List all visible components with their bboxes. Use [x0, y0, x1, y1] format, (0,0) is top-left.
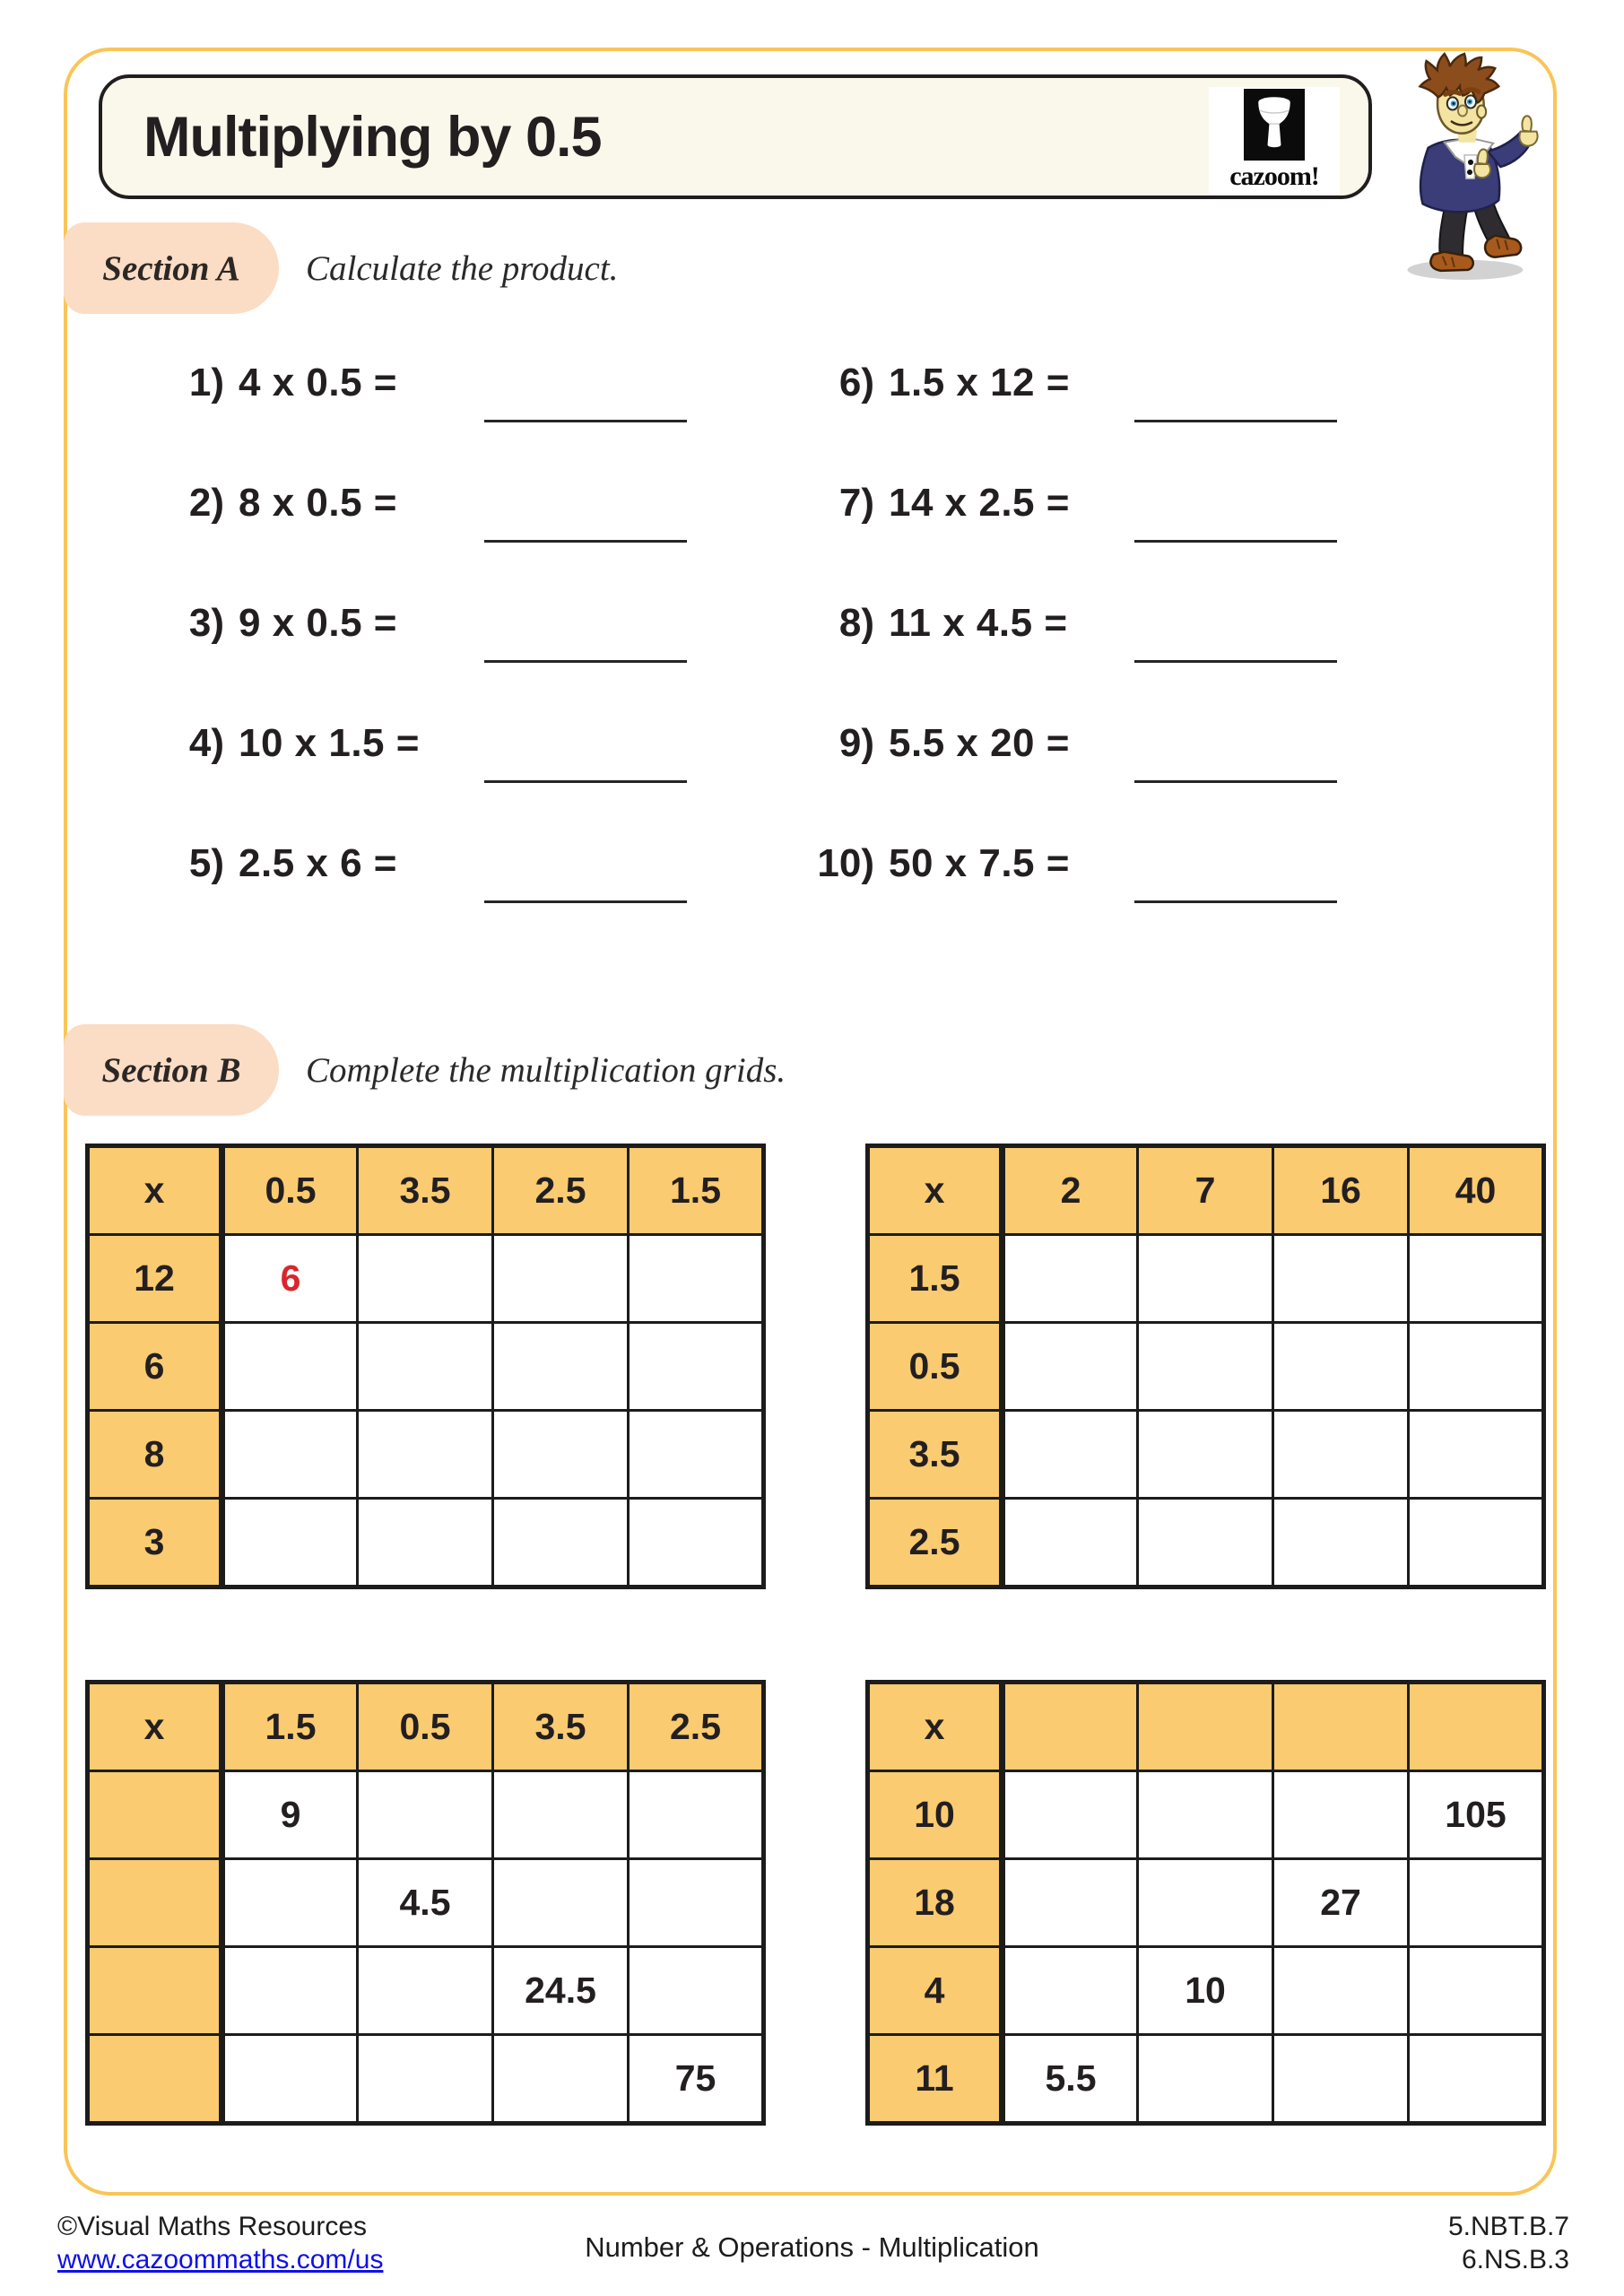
grid-cell[interactable]: [1273, 1771, 1409, 1859]
grid-cell[interactable]: [222, 1411, 358, 1499]
multiplication-grid-2: [865, 1144, 1546, 1589]
grid-cell[interactable]: [358, 1323, 493, 1411]
problem-number: 7): [838, 481, 874, 525]
grid-cell[interactable]: [358, 1771, 493, 1859]
standard-code-1: 5.NBT.B.7: [1447, 2212, 1569, 2241]
problem-item: [161, 691, 710, 811]
grid-cell[interactable]: [629, 1235, 764, 1323]
problem-number: 8): [838, 601, 874, 645]
grid-row-label: 10: [868, 1771, 1003, 1859]
grid-cell: 27: [1273, 1859, 1409, 1947]
grid-row: [88, 1771, 764, 1859]
problem-expression: 2.5 x 6 =: [239, 841, 397, 885]
problem-item: [812, 570, 1360, 691]
grid-cell[interactable]: [1273, 2035, 1409, 2124]
section-a-instruction: Calculate the product.: [306, 248, 619, 288]
problem-expression: 11 x 4.5 =: [889, 601, 1068, 645]
grid-row: [88, 1323, 764, 1411]
answer-line[interactable]: [484, 780, 687, 783]
grid-cell[interactable]: [1409, 1499, 1544, 1587]
problem-expression: 8 x 0.5 =: [239, 481, 397, 525]
grid-header-cell: 0.5: [358, 1683, 493, 1771]
grid-cell[interactable]: [493, 1499, 629, 1587]
grid-corner-x-cell: x: [88, 1146, 222, 1235]
problem-text: [812, 481, 1070, 526]
grid-cell[interactable]: [358, 2035, 493, 2124]
grid-cell[interactable]: [1003, 1235, 1138, 1323]
problem-item: [812, 811, 1360, 931]
grid-cell[interactable]: [222, 1323, 358, 1411]
grid-cell[interactable]: [1003, 1323, 1138, 1411]
grid-cell[interactable]: [1138, 1235, 1273, 1323]
grid-header-cell[interactable]: [1003, 1683, 1138, 1771]
grid-corner-x-cell: x: [88, 1683, 222, 1771]
grid-row-label[interactable]: [88, 2035, 222, 2124]
grid-header-cell: 2.5: [493, 1146, 629, 1235]
problem-text: [812, 361, 1070, 405]
grid-header-cell: 3.5: [493, 1683, 629, 1771]
standard-code-2: 6.NS.B.3: [1461, 2245, 1569, 2274]
section-a-label: Section A: [102, 248, 240, 288]
grid-cell[interactable]: [1138, 1771, 1273, 1859]
answer-line[interactable]: [1134, 540, 1337, 543]
grid-cell[interactable]: [1138, 1411, 1273, 1499]
problem-number: 9): [838, 721, 874, 765]
answer-line[interactable]: [1134, 420, 1337, 422]
problem-text: [161, 601, 397, 646]
problem-number: 2): [188, 481, 224, 525]
grid-cell[interactable]: [1409, 1411, 1544, 1499]
grid-row-label: 3.5: [868, 1411, 1003, 1499]
grid-row: [88, 1411, 764, 1499]
problem-text: [812, 721, 1070, 766]
problem-number: 3): [188, 601, 224, 645]
problem-item: [161, 450, 710, 570]
grid-cell[interactable]: [1003, 1411, 1138, 1499]
grid-row: [868, 1947, 1544, 2035]
grid-row-label: 6: [88, 1323, 222, 1411]
cazoom-logo-text: cazoom!: [1229, 161, 1319, 191]
grid-row-label: 1.5: [868, 1235, 1003, 1323]
answer-line[interactable]: [484, 420, 687, 422]
footer-link[interactable]: www.cazoommaths.com/us: [57, 2245, 384, 2274]
grid-cell[interactable]: [1409, 1235, 1544, 1323]
grid-cell[interactable]: [1003, 1859, 1138, 1947]
grid-header-cell: 0.5: [222, 1146, 358, 1235]
grid-cell[interactable]: [629, 1947, 764, 2035]
problem-number: 1): [188, 361, 224, 404]
grid-cell[interactable]: [1273, 1947, 1409, 2035]
grid-header-cell: 3.5: [358, 1146, 493, 1235]
problem-number: 6): [838, 361, 874, 404]
cazoom-logo: [1209, 87, 1340, 195]
grid-cell: 105: [1409, 1771, 1544, 1859]
answer-line[interactable]: [484, 900, 687, 903]
grid-cell[interactable]: [222, 1499, 358, 1587]
grid-row-label: 3: [88, 1499, 222, 1587]
grid-cell[interactable]: [493, 2035, 629, 2124]
boy-thumbs-up-illustration: [1388, 52, 1551, 287]
djembe-drum-icon: [1244, 89, 1305, 161]
problem-text: [161, 481, 397, 526]
grid-cell[interactable]: [222, 1859, 358, 1947]
grid-row: [88, 1947, 764, 2035]
answer-line[interactable]: [1134, 780, 1337, 783]
grid-row-label: 4: [868, 1947, 1003, 2035]
problem-item: [161, 570, 710, 691]
grid-cell: 75: [629, 2035, 764, 2124]
section-a-problems-left: [161, 330, 710, 931]
footer-copyright: ©Visual Maths Resources: [57, 2212, 368, 2241]
grid-header-cell: 16: [1273, 1146, 1409, 1235]
problem-text: [161, 361, 397, 405]
problem-expression: 1.5 x 12 =: [889, 361, 1070, 404]
multiplication-grid-3: [85, 1680, 766, 2126]
grid-row: [868, 1859, 1544, 1947]
grid-row: [868, 1499, 1544, 1587]
grid-row-label: 8: [88, 1411, 222, 1499]
grid-cell[interactable]: [358, 1499, 493, 1587]
problem-item: [812, 330, 1360, 450]
problem-number: 4): [188, 721, 224, 765]
grid-cell[interactable]: [1409, 1859, 1544, 1947]
grid-cell[interactable]: [1409, 1947, 1544, 2035]
problem-expression: 9 x 0.5 =: [239, 601, 397, 645]
drum-glyph: [1249, 94, 1299, 155]
footer-standards: [1448, 2210, 1569, 2276]
problem-text: [812, 841, 1070, 886]
grid-row: [868, 1411, 1544, 1499]
grid-cell[interactable]: [1003, 1771, 1138, 1859]
section-b-tab: [64, 1024, 279, 1116]
grid-row-label: 0.5: [868, 1323, 1003, 1411]
answer-line[interactable]: [484, 660, 687, 663]
answer-line[interactable]: [1134, 660, 1337, 663]
problem-expression: 50 x 7.5 =: [889, 841, 1070, 885]
problem-text: [161, 721, 420, 766]
grid-cell[interactable]: [1273, 1235, 1409, 1323]
grid-cell[interactable]: [493, 1771, 629, 1859]
grid-row: [88, 1859, 764, 1947]
grid-row: [868, 1235, 1544, 1323]
grid-cell[interactable]: [1003, 1499, 1138, 1587]
grid-row-label: 12: [88, 1235, 222, 1323]
grid-cell[interactable]: [1138, 1323, 1273, 1411]
problem-expression: 5.5 x 20 =: [889, 721, 1070, 765]
grid-cell[interactable]: [358, 1235, 493, 1323]
grid-row: [868, 1771, 1544, 1859]
problem-item: [161, 330, 710, 450]
section-a-tab: [64, 222, 279, 314]
grid-cell[interactable]: [1273, 1323, 1409, 1411]
multiplication-grid-1: [85, 1144, 766, 1589]
problem-number: 5): [188, 841, 224, 885]
grid-row: [88, 1235, 764, 1323]
problem-expression: 10 x 1.5 =: [239, 721, 420, 765]
grid-cell[interactable]: [629, 1411, 764, 1499]
grid-row: [88, 1499, 764, 1587]
grid-cell[interactable]: [1273, 1499, 1409, 1587]
grid-cell[interactable]: [629, 1859, 764, 1947]
grid-header-cell: 1.5: [629, 1146, 764, 1235]
grid-cell[interactable]: [1409, 2035, 1544, 2124]
grid-cell[interactable]: [629, 1499, 764, 1587]
problem-expression: 4 x 0.5 =: [239, 361, 397, 404]
problem-item: [812, 691, 1360, 811]
grid-header-cell[interactable]: [1409, 1683, 1544, 1771]
grid-cell[interactable]: [493, 1235, 629, 1323]
grid-row-label: 2.5: [868, 1499, 1003, 1587]
grid-cell[interactable]: [358, 1411, 493, 1499]
grid-cell[interactable]: [493, 1323, 629, 1411]
problem-text: [812, 601, 1068, 646]
grid-cell[interactable]: [358, 1947, 493, 2035]
grid-row-label[interactable]: [88, 1771, 222, 1859]
grid-row-label[interactable]: [88, 1947, 222, 2035]
grid-example-cell: 6: [222, 1235, 358, 1323]
footer-category: Number & Operations - Multiplication: [585, 2231, 1039, 2263]
grid-row: [868, 2035, 1544, 2124]
grid-cell: 4.5: [358, 1859, 493, 1947]
grid-cell[interactable]: [629, 1771, 764, 1859]
page-title: Multiplying by 0.5: [143, 105, 602, 169]
grid-cell[interactable]: [1138, 1499, 1273, 1587]
problem-text: [161, 841, 397, 886]
section-b-instruction: Complete the multiplication grids.: [306, 1050, 786, 1090]
answer-line[interactable]: [1134, 900, 1337, 903]
grid-row-label: 11: [868, 2035, 1003, 2124]
grid-row-label[interactable]: [88, 1859, 222, 1947]
multiplication-grid-4: [865, 1680, 1546, 2126]
problem-item: [812, 450, 1360, 570]
grid-corner-x-cell: x: [868, 1146, 1003, 1235]
grid-header-cell: 40: [1409, 1146, 1544, 1235]
grid-cell[interactable]: [493, 1411, 629, 1499]
grid-header-cell: 2.5: [629, 1683, 764, 1771]
grid-cell[interactable]: [1273, 1411, 1409, 1499]
grid-cell[interactable]: [1003, 1947, 1138, 2035]
grid-cell[interactable]: [1409, 1323, 1544, 1411]
grid-cell: 9: [222, 1771, 358, 1859]
grid-cell: 5.5: [1003, 2035, 1138, 2124]
grid-row: [88, 2035, 764, 2124]
section-a-problems-right: [812, 330, 1360, 931]
grid-cell: 10: [1138, 1947, 1273, 2035]
grid-header-cell: 1.5: [222, 1683, 358, 1771]
grid-corner-x-cell: x: [868, 1683, 1003, 1771]
grid-header-cell: 7: [1138, 1146, 1273, 1235]
grid-cell[interactable]: [222, 2035, 358, 2124]
problem-expression: 14 x 2.5 =: [889, 481, 1070, 525]
grid-cell[interactable]: [493, 1859, 629, 1947]
title-box: [99, 74, 1372, 199]
section-b-label: Section B: [101, 1050, 241, 1090]
answer-line[interactable]: [484, 540, 687, 543]
grid-cell: 24.5: [493, 1947, 629, 2035]
grid-cell[interactable]: [629, 1323, 764, 1411]
grid-row: [868, 1323, 1544, 1411]
problem-item: [161, 811, 710, 931]
grid-header-cell: 2: [1003, 1146, 1138, 1235]
grid-cell[interactable]: [1138, 2035, 1273, 2124]
grid-header-cell[interactable]: [1138, 1683, 1273, 1771]
grid-row-label: 18: [868, 1859, 1003, 1947]
grid-cell[interactable]: [222, 1947, 358, 2035]
grid-cell[interactable]: [1138, 1859, 1273, 1947]
problem-number: 10): [817, 841, 874, 885]
grid-header-cell[interactable]: [1273, 1683, 1409, 1771]
